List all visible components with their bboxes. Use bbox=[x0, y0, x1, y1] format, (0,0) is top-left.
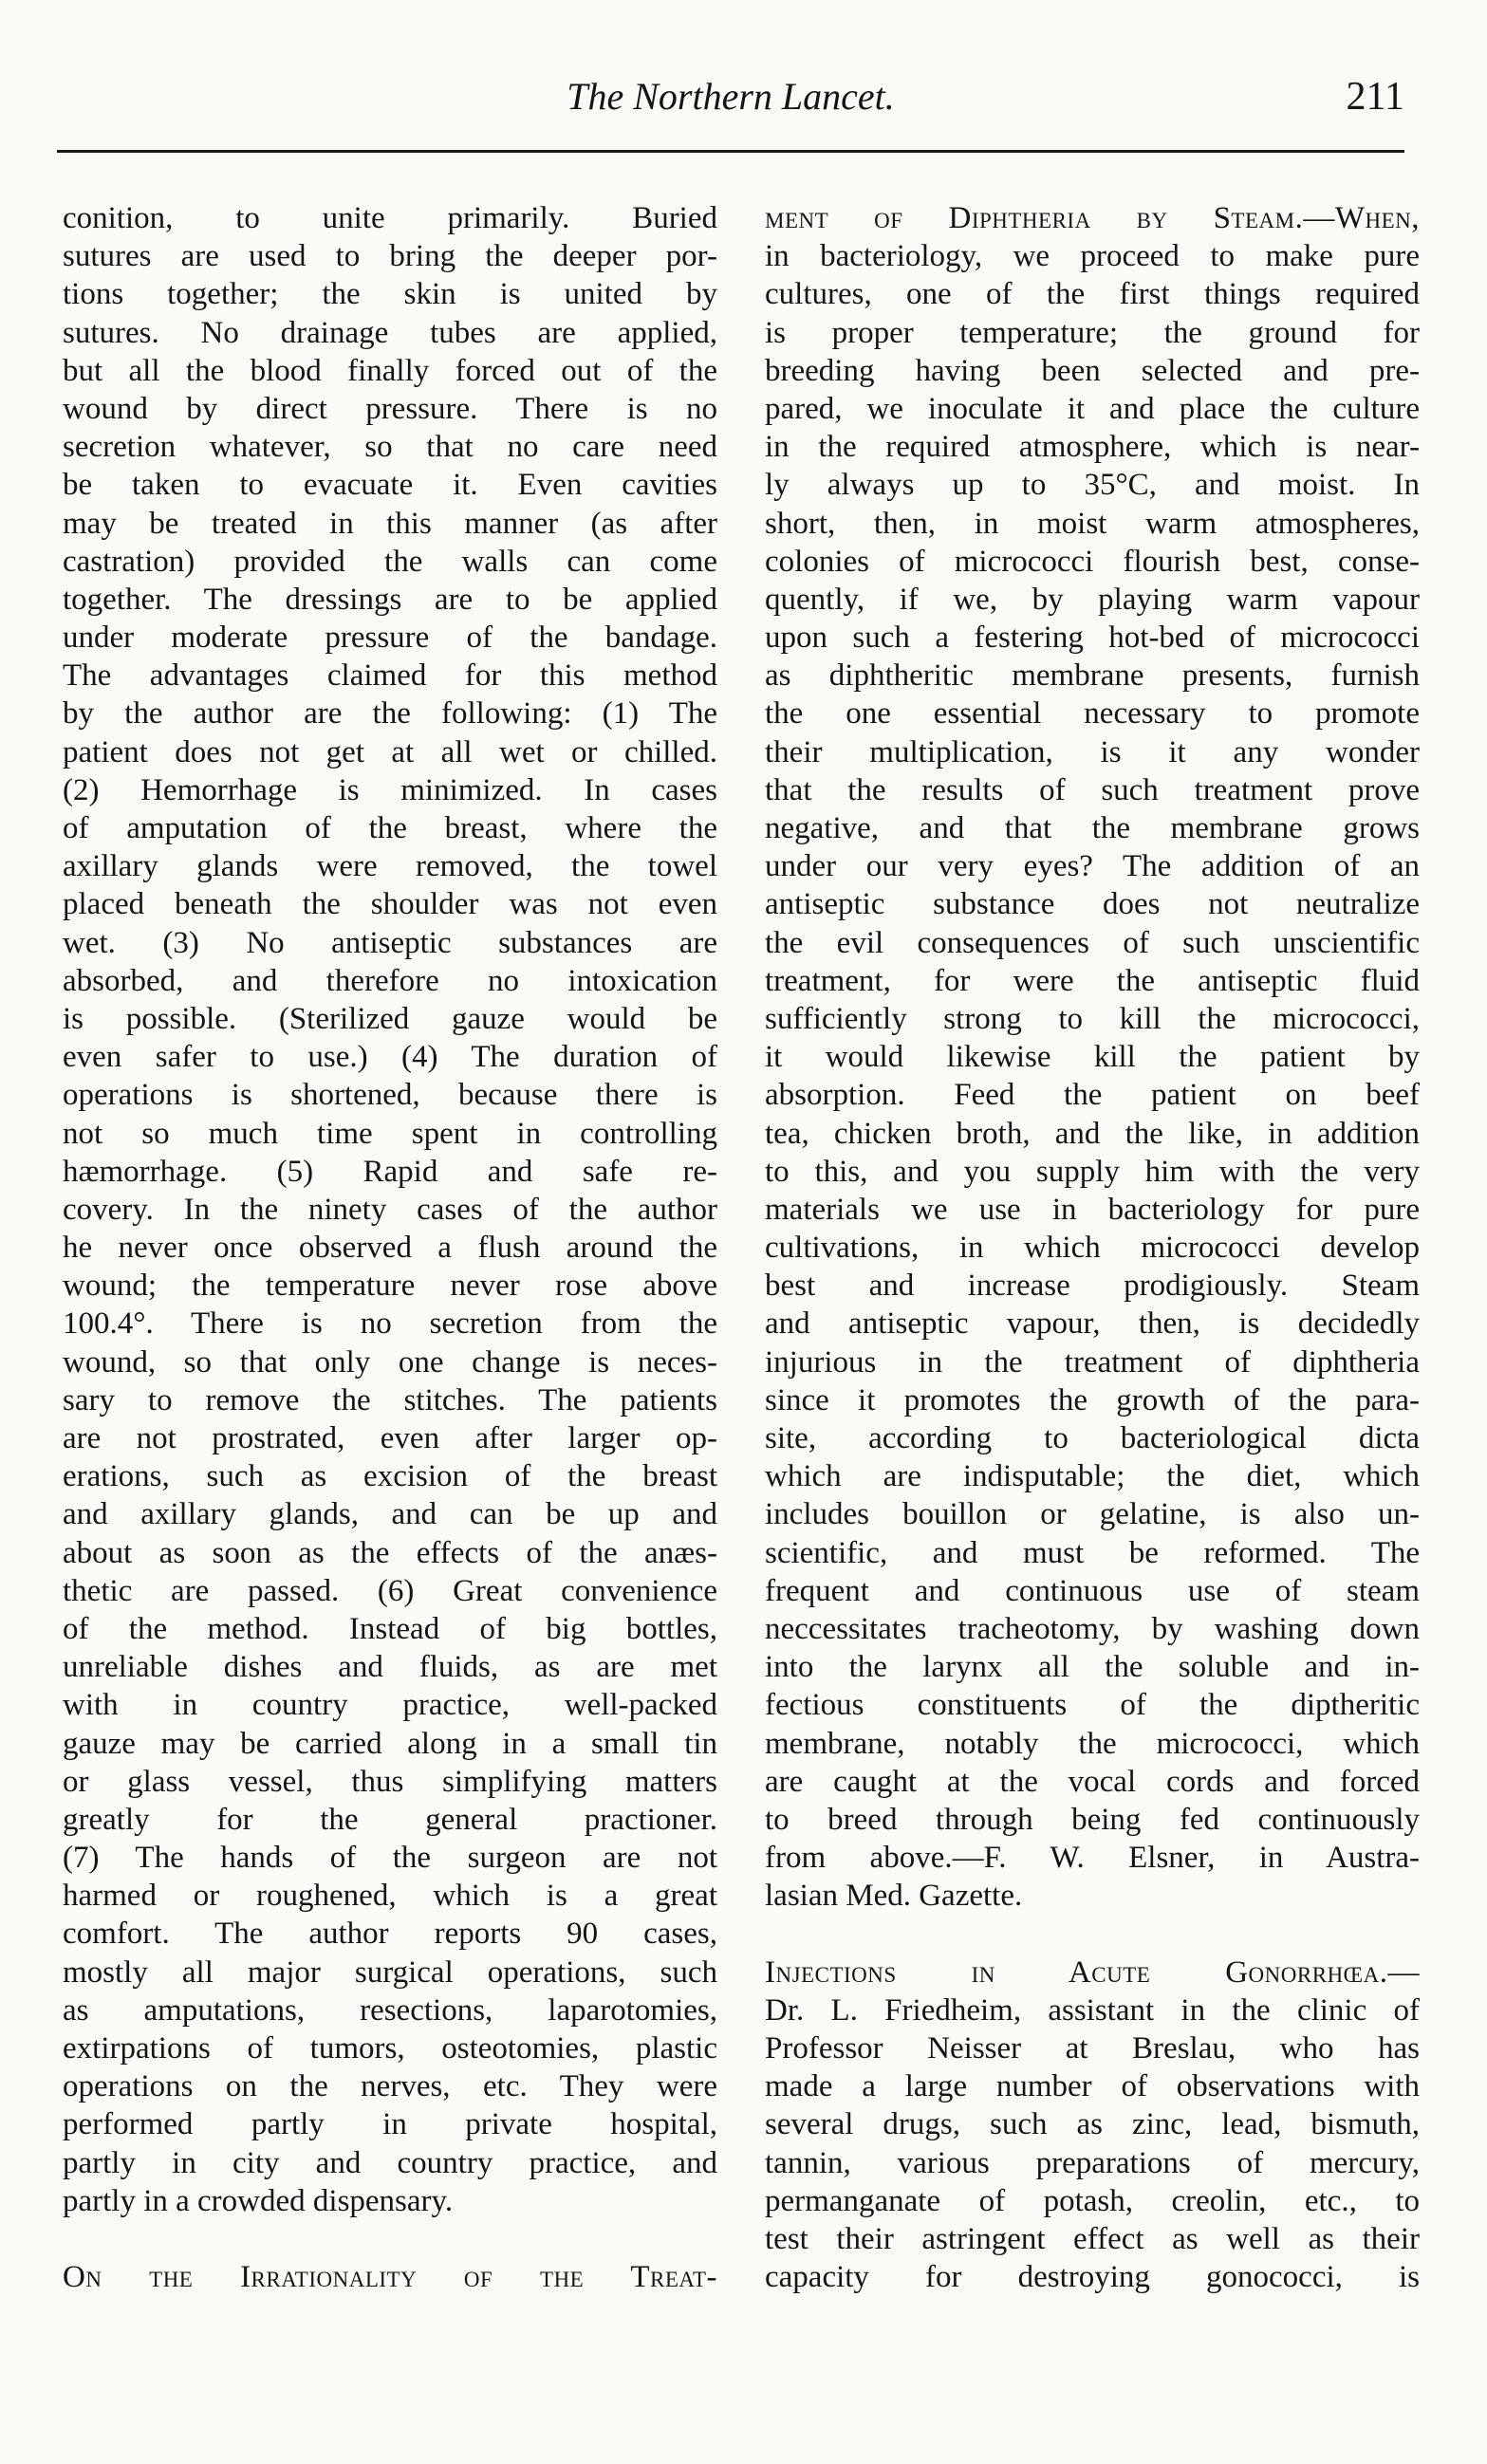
body-text-line: several drugs, such as zinc, lead, bismuth, bbox=[765, 2107, 1420, 2142]
body-text-line: harmed or roughened, which is a great bbox=[63, 1879, 717, 1914]
body-text-line: patient does not get at all wet or chilled. bbox=[63, 734, 717, 769]
body-text-line: about as soon as the effects of the anæs- bbox=[63, 1535, 717, 1570]
body-text-line: (2) Hemorrhage is minimized. In cases bbox=[63, 772, 717, 807]
body-text-line: scientific, and must be reformed. The bbox=[765, 1535, 1420, 1570]
right-column bbox=[765, 199, 1420, 2296]
body-text-line: wound, so that only one change is neces- bbox=[63, 1344, 717, 1380]
body-text-line: are not prostrated, even after larger op- bbox=[63, 1421, 717, 1455]
body-text-line: tions together; the skin is united by bbox=[63, 277, 717, 312]
body-text-line: sary to remove the stitches. The patients bbox=[63, 1382, 717, 1417]
body-text-line: which are indisputable; the diet, which bbox=[765, 1459, 1420, 1494]
body-text-line: neccessitates tracheotomy, by washing down bbox=[765, 1611, 1420, 1646]
body-text-line: sutures are used to bring the deeper por- bbox=[63, 239, 717, 274]
body-text-line: by the author are the following: (1) The bbox=[63, 696, 717, 732]
body-text-line: since it promotes the growth of the para- bbox=[765, 1382, 1420, 1417]
paragraph-gap bbox=[63, 2220, 717, 2258]
body-text-line: wound by direct pressure. There is no bbox=[63, 391, 717, 426]
body-text-line: be taken to evacuate it. Even cavities bbox=[63, 468, 717, 503]
body-text-line: site, according to bacteriological dicta bbox=[765, 1421, 1420, 1455]
body-text-line: thetic are passed. (6) Great convenience bbox=[63, 1573, 717, 1608]
body-text-line: negative, and that the membrane grows bbox=[765, 811, 1420, 845]
body-text-line: under moderate pressure of the bandage. bbox=[63, 621, 717, 656]
page-number: 211 bbox=[1346, 75, 1404, 119]
body-text-line: partly in a crowded dispensary. bbox=[63, 2183, 454, 2218]
body-text-line: hæmorrhage. (5) Rapid and safe re- bbox=[63, 1154, 717, 1189]
body-text-line: unreliable dishes and fluids, as are met bbox=[63, 1650, 717, 1685]
body-text-line: of the method. Instead of big bottles, bbox=[63, 1611, 717, 1646]
body-text-line: in the required atmosphere, which is near- bbox=[765, 430, 1420, 465]
running-header bbox=[57, 74, 1404, 131]
body-text-line: treatment, for were the antiseptic fluid bbox=[765, 963, 1420, 998]
body-text-line: of amputation of the breast, where the bbox=[63, 811, 717, 845]
body-text-line: Professor Neisser at Breslau, who has bbox=[765, 2031, 1420, 2066]
body-text-line: operations is shortened, because there is bbox=[63, 1078, 717, 1113]
body-text-line: includes bouillon or gelatine, is also un- bbox=[765, 1497, 1420, 1532]
body-text-line: that the results of such treatment prove bbox=[765, 772, 1420, 807]
body-text-line: The advantages claimed for this method bbox=[63, 658, 717, 694]
body-text-line: together. The dressings are to be applied bbox=[63, 582, 717, 617]
body-text-line: best and increase prodigiously. Steam bbox=[765, 1269, 1420, 1304]
body-text-line: short, then, in moist warm atmospheres, bbox=[765, 506, 1420, 541]
body-text-line: absorbed, and therefore no intoxication bbox=[63, 963, 717, 998]
body-text-line: operations on the nerves, etc. They were bbox=[63, 2069, 717, 2104]
body-text-line: Dr. L. Friedheim, assistant in the clinic of bbox=[765, 1992, 1420, 2028]
body-text-line: mostly all major surgical operations, such bbox=[63, 1955, 717, 1990]
body-text-line: cultivations, in which micrococci develop bbox=[765, 1231, 1420, 1266]
body-text-line: and antiseptic vapour, then, is decidedly bbox=[765, 1306, 1420, 1342]
body-text-line: absorption. Feed the patient on beef bbox=[765, 1078, 1420, 1113]
body-text-line: tea, chicken broth, and the like, in addition bbox=[765, 1116, 1420, 1151]
body-text-line: but all the blood finally forced out of the bbox=[63, 353, 717, 388]
body-text-line: performed partly in private hospital, bbox=[63, 2107, 717, 2142]
body-text-line: membrane, notably the micrococci, which bbox=[765, 1726, 1420, 1761]
body-text-line: as diphtheritic membrane presents, furnish bbox=[765, 658, 1420, 694]
body-text-line: cultures, one of the first things required bbox=[765, 277, 1420, 312]
left-column bbox=[63, 199, 717, 2296]
body-text-line: even safer to use.) (4) The duration of bbox=[63, 1040, 717, 1075]
body-text-line: upon such a festering hot-bed of micrococci bbox=[765, 621, 1420, 656]
body-text-line: with in country practice, well-packed bbox=[63, 1688, 717, 1723]
body-text-line: their multiplication, is it any wonder bbox=[765, 734, 1420, 769]
body-text-line: to breed through being fed continuously bbox=[765, 1802, 1420, 1837]
body-text-line: and axillary glands, and can be up and bbox=[63, 1497, 717, 1532]
body-text-line: secretion whatever, so that no care need bbox=[63, 430, 717, 465]
body-text-line: made a large number of observations with bbox=[765, 2069, 1420, 2104]
body-text-line: capacity for destroying gonococci, is bbox=[765, 2260, 1420, 2295]
body-text-line: sufficiently strong to kill the micrococci, bbox=[765, 1001, 1420, 1036]
body-text-line: test their astringent effect as well as their bbox=[765, 2221, 1420, 2256]
section-heading: Injections in Acute Gonorrhœa.— bbox=[765, 1955, 1420, 1990]
body-text-line: quently, if we, by playing warm vapour bbox=[765, 582, 1420, 617]
body-text-line: placed beneath the shoulder was not even bbox=[63, 887, 717, 922]
body-text-line: colonies of micrococci flourish best, conse- bbox=[765, 544, 1420, 579]
body-text-line: the one essential necessary to promote bbox=[765, 696, 1420, 732]
body-text-line: breeding having been selected and pre- bbox=[765, 353, 1420, 388]
body-text-line: covery. In the ninety cases of the author bbox=[63, 1192, 717, 1227]
body-text-line: greatly for the general practioner. bbox=[63, 1802, 717, 1837]
body-text-line: is possible. (Sterilized gauze would be bbox=[63, 1001, 717, 1036]
body-text-line: the evil consequences of such unscientific bbox=[765, 925, 1420, 960]
body-text-line: antiseptic substance does not neutralize bbox=[765, 887, 1420, 922]
body-text-line: not so much time spent in controlling bbox=[63, 1116, 717, 1151]
body-text-line: conition, to unite primarily. Buried bbox=[63, 201, 717, 235]
paragraph-gap bbox=[765, 1915, 1420, 1953]
body-text-line: sutures. No drainage tubes are applied, bbox=[63, 315, 717, 350]
body-text-line: wet. (3) No antiseptic substances are bbox=[63, 925, 717, 960]
body-text-line: as amputations, resections, laparotomies, bbox=[63, 1992, 717, 2028]
body-text-line: 100.4°. There is no secretion from the bbox=[63, 1306, 717, 1342]
body-text-line: it would likewise kill the patient by bbox=[765, 1040, 1420, 1075]
body-text-line: gauze may be carried along in a small tin bbox=[63, 1726, 717, 1761]
body-text-line: (7) The hands of the surgeon are not bbox=[63, 1841, 717, 1876]
body-text-line: erations, such as excision of the breast bbox=[63, 1459, 717, 1494]
body-text-line: wound; the temperature never rose above bbox=[63, 1269, 717, 1304]
body-text-line: frequent and continuous use of steam bbox=[765, 1573, 1420, 1608]
body-text-line: are caught at the vocal cords and forced bbox=[765, 1764, 1420, 1799]
body-text-line: partly in city and country practice, and bbox=[63, 2145, 717, 2180]
body-text-line: from above.—F. W. Elsner, in Austra- bbox=[765, 1841, 1420, 1876]
body-text-line: pared, we inoculate it and place the culture bbox=[765, 391, 1420, 426]
body-text-line: castration) provided the walls can come bbox=[63, 544, 717, 579]
header-rule bbox=[57, 150, 1404, 153]
body-text-line: into the larynx all the soluble and in- bbox=[765, 1650, 1420, 1685]
section-heading-continued: ment of Diphtheria by Steam.—When, bbox=[765, 201, 1420, 235]
body-text-line: to this, and you supply him with the very bbox=[765, 1154, 1420, 1189]
section-heading: On the Irrationality of the Treat- bbox=[63, 2260, 717, 2295]
body-text-line: injurious in the treatment of diphtheria bbox=[765, 1344, 1420, 1380]
body-text-line: ly always up to 35°C, and moist. In bbox=[765, 468, 1420, 503]
body-text-line: fectious constituents of the diptheritic bbox=[765, 1688, 1420, 1723]
body-text-line: may be treated in this manner (as after bbox=[63, 506, 717, 541]
body-text-line: under our very eyes? The addition of an bbox=[765, 849, 1420, 884]
body-text-line: tannin, various preparations of mercury, bbox=[765, 2145, 1420, 2180]
body-text-line: lasian Med. Gazette. bbox=[765, 1879, 1023, 1914]
body-text-line: comfort. The author reports 90 cases, bbox=[63, 1917, 717, 1952]
body-text-line: axillary glands were removed, the towel bbox=[63, 849, 717, 884]
body-text-line: extirpations of tumors, osteotomies, plastic bbox=[63, 2031, 717, 2066]
body-text-line: permanganate of potash, creolin, etc., to bbox=[765, 2183, 1420, 2218]
journal-title: The Northern Lancet. bbox=[567, 75, 895, 118]
body-text-line: in bacteriology, we proceed to make pure bbox=[765, 239, 1420, 274]
body-text-line: he never once observed a flush around the bbox=[63, 1231, 717, 1266]
body-text-line: is proper temperature; the ground for bbox=[765, 315, 1420, 350]
body-text-line: materials we use in bacteriology for pure bbox=[765, 1192, 1420, 1227]
body-text-line: or glass vessel, thus simplifying matters bbox=[63, 1764, 717, 1799]
